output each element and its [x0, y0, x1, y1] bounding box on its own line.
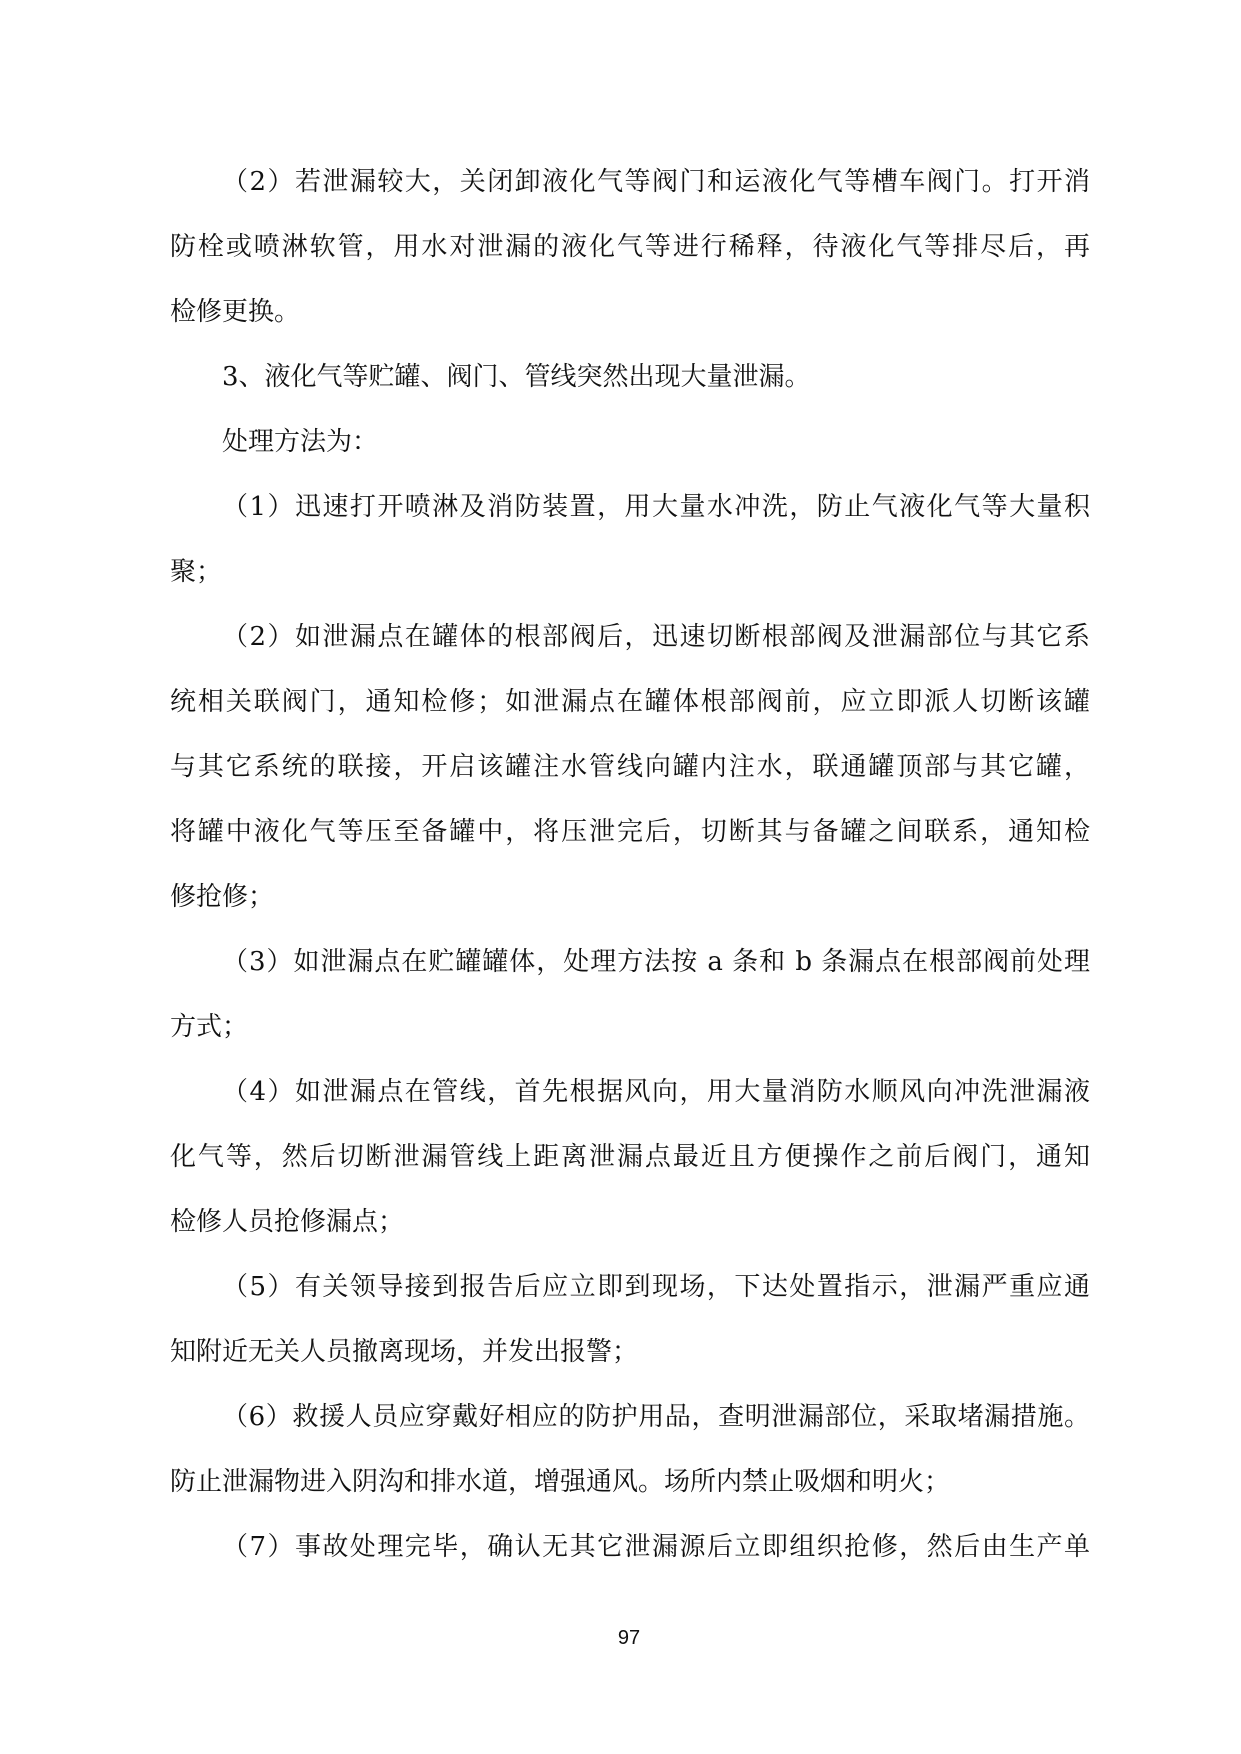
text-line: 防止泄漏物进入阴沟和排水道，增强通风。场所内禁止吸烟和明火； [170, 1467, 951, 1497]
text-line: （7）事故处理完毕，确认无其它泄漏源后立即组织抢修，然后由生产单 [222, 1532, 1090, 1562]
text-line: 与其它系统的联接，开启该罐注水管线向罐内注水，联通罐顶部与其它罐， [170, 752, 1090, 782]
paragraph [170, 150, 1090, 345]
paragraph [170, 410, 1090, 475]
paragraph [170, 930, 1090, 1060]
text-line: 处理方法为： [222, 427, 379, 457]
text-line: （1）迅速打开喷淋及消防装置，用大量水冲洗，防止气液化气等大量积 [222, 492, 1090, 522]
text-line: （5）有关领导接到报告后应立即到现场，下达处置指示，泄漏严重应通 [222, 1272, 1090, 1302]
body-text [170, 150, 1090, 1580]
paragraph [170, 1255, 1090, 1385]
text-line: 方式； [170, 1012, 249, 1042]
text-line: 检修更换。 [170, 297, 301, 327]
text-line: 化气等，然后切断泄漏管线上距离泄漏点最近且方便操作之前后阀门，通知 [170, 1142, 1090, 1172]
paragraph [170, 1385, 1090, 1515]
text-line: （3）如泄漏点在贮罐罐体，处理方法按 a 条和 b 条漏点在根部阀前处理 [222, 947, 1090, 977]
text-line: （2）若泄漏较大，关闭卸液化气等阀门和运液化气等槽车阀门。打开消 [222, 167, 1090, 197]
paragraph [170, 1060, 1090, 1255]
page-number: 97 [617, 1627, 641, 1649]
text-line: 修抢修； [170, 882, 275, 912]
text-line: （2）如泄漏点在罐体的根部阀后，迅速切断根部阀及泄漏部位与其它系 [222, 622, 1090, 652]
text-line: 检修人员抢修漏点； [170, 1207, 405, 1237]
text-line: 防栓或喷淋软管，用水对泄漏的液化气等进行稀释，待液化气等排尽后，再 [170, 232, 1090, 262]
section-heading [170, 345, 1090, 410]
text-line: 知附近无关人员撤离现场，并发出报警； [170, 1337, 639, 1367]
paragraph [170, 605, 1090, 930]
text-line: 统相关联阀门，通知检修；如泄漏点在罐体根部阀前，应立即派人切断该罐 [170, 687, 1090, 717]
paragraph [170, 475, 1090, 605]
paragraph [170, 1515, 1090, 1580]
text-line: （6）救援人员应穿戴好相应的防护用品，查明泄漏部位，采取堵漏措施。 [222, 1402, 1090, 1432]
text-line: 聚； [170, 557, 223, 587]
text-line: 将罐中液化气等压至备罐中，将压泄完后，切断其与备罐之间联系，通知检 [170, 817, 1090, 847]
text-line: 3、液化气等贮罐、阀门、管线突然出现大量泄漏。 [222, 362, 811, 392]
text-line: （4）如泄漏点在管线，首先根据风向，用大量消防水顺风向冲洗泄漏液 [222, 1077, 1090, 1107]
